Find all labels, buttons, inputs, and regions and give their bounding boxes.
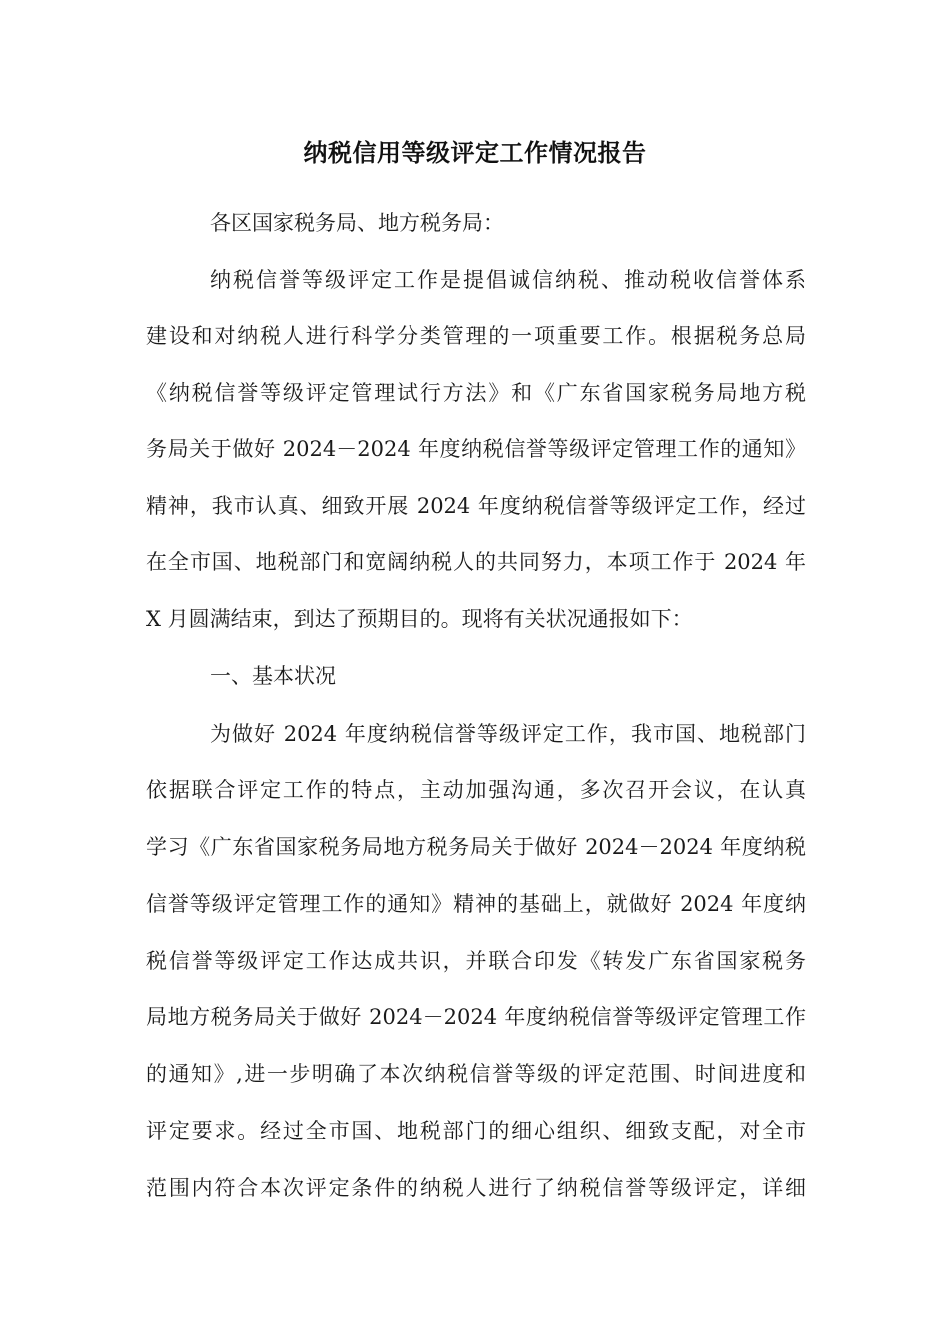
paragraph1-line: 在全市国、地税部门和宽阔纳税人的共同努力，本项工作于 2024 年 <box>146 550 806 574</box>
paragraph1-line: 《纳税信誉等级评定管理试行方法》和《广东省国家税务局地方税 <box>146 381 806 405</box>
paragraph2-line: 为做好 2024 年度纳税信誉等级评定工作，我市国、地税部门 <box>210 722 806 746</box>
paragraph1-line: 纳税信誉等级评定工作是提倡诚信纳税、推动税收信誉体系 <box>210 268 806 292</box>
paragraph2-line: 税信誉等级评定工作达成共识，并联合印发《转发广东省国家税务 <box>146 949 806 973</box>
document-title: 纳税信用等级评定工作情况报告 <box>303 138 647 167</box>
paragraph1-line: 务局关于做好 2024－2024 年度纳税信誉等级评定管理工作的通知》 <box>146 437 806 461</box>
paragraph2-line: 依据联合评定工作的特点，主动加强沟通，多次召开会议，在认真 <box>146 778 806 802</box>
paragraph2-line: 学习《广东省国家税务局地方税务局关于做好 2024－2024 年度纳税 <box>146 835 806 859</box>
paragraph2-line: 信誉等级评定管理工作的通知》精神的基础上，就做好 2024 年度纳 <box>146 892 806 916</box>
paragraph2-line: 范围内符合本次评定条件的纳税人进行了纳税信誉等级评定，详细 <box>146 1176 806 1200</box>
paragraph2-line: 局地方税务局关于做好 2024－2024 年度纳税信誉等级评定管理工作 <box>146 1005 806 1029</box>
paragraph1-line: 精神，我市认真、细致开展 2024 年度纳税信誉等级评定工作，经过 <box>146 494 806 518</box>
paragraph2-line: 评定要求。经过全市国、地税部门的细心组织、细致支配，对全市 <box>146 1119 806 1143</box>
paragraph1-line: X 月圆满结束，到达了预期目的。现将有关状况通报如下： <box>146 607 693 631</box>
salutation: 各区国家税务局、地方税务局： <box>210 211 504 235</box>
section-heading: 一、基本状况 <box>210 664 336 688</box>
paragraph2-line: 的通知》,进一步明确了本次纳税信誉等级的评定范围、时间进度和 <box>146 1062 806 1086</box>
paragraph1-line: 建设和对纳税人进行科学分类管理的一项重要工作。根据税务总局 <box>146 324 806 348</box>
